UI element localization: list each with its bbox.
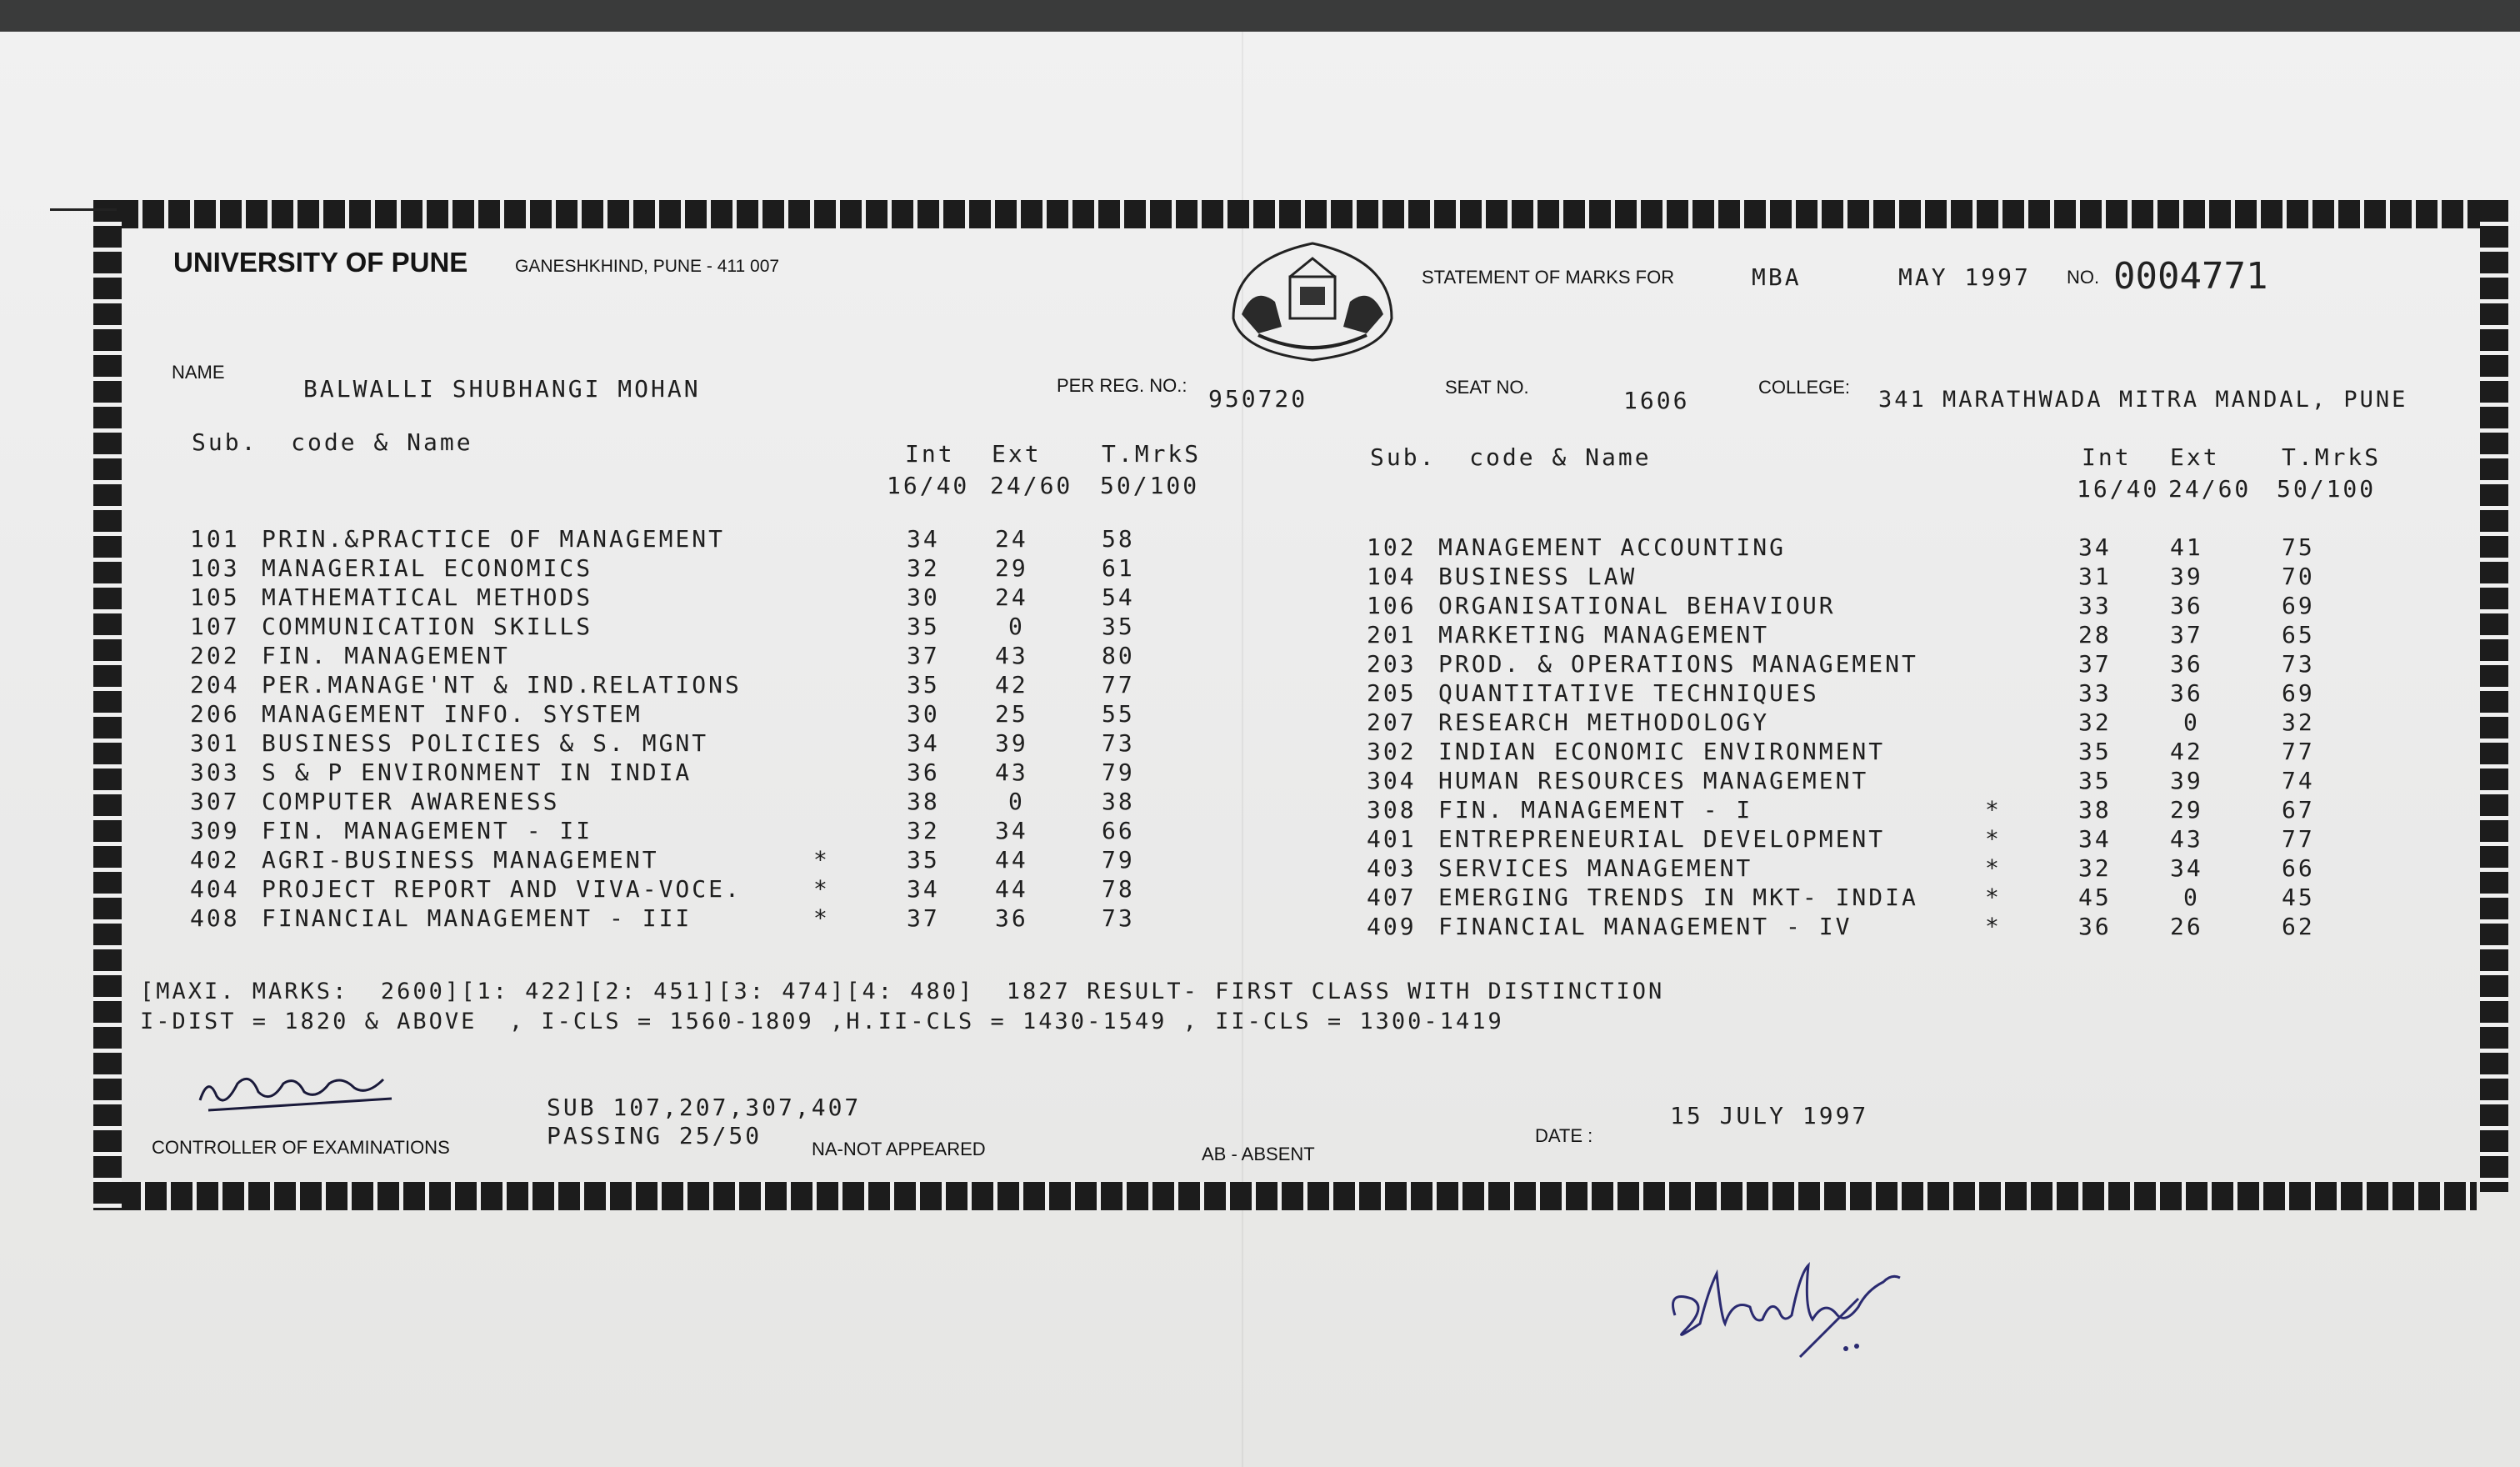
table-row — [0, 767, 2315, 797]
ext-marks: 26 — [2170, 913, 2203, 940]
subject-name: MARKETING MANAGEMENT — [1438, 621, 1770, 648]
subject-name: RESEARCH METHODOLOGY — [1438, 708, 1770, 736]
subject-code: 409 — [1367, 913, 1417, 940]
int-marks: 36 — [2078, 913, 2112, 940]
table-row — [0, 913, 2315, 943]
elective-star: * — [813, 904, 830, 932]
total-marks: 61 — [1102, 554, 1135, 582]
margin-mark — [50, 208, 117, 211]
total-marks: 58 — [1102, 525, 1135, 553]
total-marks: 38 — [1102, 788, 1135, 815]
int-marks: 32 — [2078, 854, 2112, 882]
int-marks: 34 — [2078, 825, 2112, 853]
table-row — [0, 854, 2315, 884]
total-marks: 65 — [2282, 621, 2315, 648]
elective-star: * — [813, 875, 830, 903]
ext-marks: 34 — [995, 817, 1028, 844]
elective-star: * — [1985, 913, 2002, 940]
subject-name: FIN. MANAGEMENT - II — [262, 817, 593, 844]
seat-no-label: SEAT NO. — [1445, 377, 1529, 398]
table-row — [0, 679, 2315, 709]
subject-code: 105 — [190, 583, 240, 611]
int-marks: 35 — [907, 846, 940, 874]
elective-star: * — [1985, 825, 2002, 853]
subject-code: 408 — [190, 904, 240, 932]
int-marks: 30 — [907, 700, 940, 728]
right-tot-header: T.MrkS — [2282, 443, 2382, 471]
table-row — [0, 533, 2315, 563]
subject-code: 304 — [1367, 767, 1417, 794]
subject-name: HUMAN RESOURCES MANAGEMENT — [1438, 767, 1869, 794]
ext-marks: 0 — [2183, 708, 2200, 736]
table-row — [0, 884, 2315, 914]
int-marks: 35 — [907, 613, 940, 640]
subject-name: PROD. & OPERATIONS MANAGEMENT — [1438, 650, 1918, 678]
subject-code: 103 — [190, 554, 240, 582]
int-marks: 38 — [907, 788, 940, 815]
subject-code: 102 — [1367, 533, 1417, 561]
int-marks: 33 — [2078, 592, 2112, 619]
table-row — [0, 592, 2315, 622]
subject-name: ENTREPRENEURIAL DEVELOPMENT — [1438, 825, 1886, 853]
int-marks: 34 — [2078, 533, 2112, 561]
subject-name: BUSINESS POLICIES & S. MGNT — [262, 729, 709, 757]
border-right — [2480, 200, 2508, 1192]
total-marks: 79 — [1102, 759, 1135, 786]
total-marks: 55 — [1102, 700, 1135, 728]
ext-marks: 36 — [2170, 679, 2203, 707]
total-marks: 67 — [2282, 796, 2315, 824]
border-top — [117, 200, 2508, 228]
subject-code: 204 — [190, 671, 240, 698]
subject-name: FINANCIAL MANAGEMENT - IV — [1438, 913, 1852, 940]
table-row — [0, 796, 2315, 826]
left-int-header: Int — [905, 440, 955, 468]
ext-marks: 36 — [995, 904, 1028, 932]
ext-marks: 41 — [2170, 533, 2203, 561]
subject-name: QUANTITATIVE TECHNIQUES — [1438, 679, 1819, 707]
subject-name: MANAGEMENT INFO. SYSTEM — [262, 700, 642, 728]
int-marks: 37 — [907, 642, 940, 669]
total-marks: 32 — [2282, 708, 2315, 736]
ext-marks: 43 — [995, 642, 1028, 669]
subject-code: 309 — [190, 817, 240, 844]
total-marks: 35 — [1102, 613, 1135, 640]
exam-session: MAY 1997 — [1898, 263, 2031, 291]
subject-code: 407 — [1367, 884, 1417, 911]
int-marks: 28 — [2078, 621, 2112, 648]
int-marks: 35 — [907, 671, 940, 698]
elective-star: * — [813, 846, 830, 874]
ext-marks: 42 — [2170, 738, 2203, 765]
university-name: UNIVERSITY OF PUNE — [173, 247, 468, 278]
total-marks: 74 — [2282, 767, 2315, 794]
subject-name: PRIN.&PRACTICE OF MANAGEMENT — [262, 525, 726, 553]
subject-code: 302 — [1367, 738, 1417, 765]
name-label: NAME — [172, 362, 225, 383]
subject-name: ORGANISATIONAL BEHAVIOUR — [1438, 592, 1836, 619]
right-ext-max: 24/60 — [2168, 475, 2252, 503]
table-row — [0, 563, 2315, 593]
left-sub-header: Sub. code & Name — [192, 428, 473, 456]
college-name: 341 MARATHWADA MITRA MANDAL, PUNE — [1878, 387, 2408, 413]
int-marks: 32 — [907, 554, 940, 582]
serial-number: 0004771 — [2113, 255, 2268, 298]
na-legend: NA-NOT APPEARED — [812, 1139, 986, 1159]
total-marks: 75 — [2282, 533, 2315, 561]
ext-marks: 44 — [995, 875, 1028, 903]
ext-marks: 24 — [995, 525, 1028, 553]
total-marks: 79 — [1102, 846, 1135, 874]
ext-marks: 29 — [2170, 796, 2203, 824]
int-marks: 32 — [2078, 708, 2112, 736]
total-marks: 77 — [2282, 738, 2315, 765]
student-signature-icon — [1658, 1240, 1958, 1365]
subject-name: FINANCIAL MANAGEMENT - III — [262, 904, 692, 932]
ab-legend: AB - ABSENT — [1202, 1144, 1315, 1164]
subject-name: S & P ENVIRONMENT IN INDIA — [262, 759, 692, 786]
statement-label: STATEMENT OF MARKS FOR — [1422, 267, 1675, 288]
right-int-max: 16/40 — [2077, 475, 2160, 503]
subject-code: 401 — [1367, 825, 1417, 853]
total-marks: 73 — [1102, 729, 1135, 757]
ext-marks: 24 — [995, 583, 1028, 611]
subject-code: 202 — [190, 642, 240, 669]
subject-name: FIN. MANAGEMENT - I — [1438, 796, 1753, 824]
ext-marks: 25 — [995, 700, 1028, 728]
total-marks: 70 — [2282, 563, 2315, 590]
ext-marks: 37 — [2170, 621, 2203, 648]
total-marks: 77 — [1102, 671, 1135, 698]
int-marks: 30 — [907, 583, 940, 611]
reg-no-label: PER REG. NO.: — [1057, 375, 1188, 396]
subject-name: INDIAN ECONOMIC ENVIRONMENT — [1438, 738, 1886, 765]
subject-code: 303 — [190, 759, 240, 786]
left-tot-header: T.MrkS — [1102, 440, 1202, 468]
sub-note: SUB 107,207,307,407 — [547, 1094, 862, 1121]
ext-marks: 36 — [2170, 650, 2203, 678]
subject-code: 107 — [190, 613, 240, 640]
subject-name: MANAGERIAL ECONOMICS — [262, 554, 593, 582]
subject-name: COMPUTER AWARENESS — [262, 788, 560, 815]
subject-name: PROJECT REPORT AND VIVA-VOCE. — [262, 875, 742, 903]
total-marks: 73 — [2282, 650, 2315, 678]
subject-code: 106 — [1367, 592, 1417, 619]
ext-marks: 42 — [995, 671, 1028, 698]
int-marks: 37 — [907, 904, 940, 932]
total-marks: 78 — [1102, 875, 1135, 903]
left-ext-max: 24/60 — [990, 472, 1073, 499]
class-criteria: I-DIST = 1820 & ABOVE , I-CLS = 1560-1809 ,H.II-CLS = 1430-1549 , II-CLS = 1300-1419 — [140, 1009, 1504, 1034]
subject-name: AGRI-BUSINESS MANAGEMENT — [262, 846, 659, 874]
ext-marks: 43 — [2170, 825, 2203, 853]
date-label: DATE : — [1535, 1125, 1593, 1146]
elective-star: * — [1985, 796, 2002, 824]
ext-marks: 39 — [2170, 767, 2203, 794]
subject-code: 307 — [190, 788, 240, 815]
subject-name: FIN. MANAGEMENT — [262, 642, 510, 669]
left-int-max: 16/40 — [887, 472, 970, 499]
table-row — [0, 708, 2315, 739]
seat-no: 1606 — [1623, 387, 1690, 414]
subject-code: 205 — [1367, 679, 1417, 707]
ext-marks: 29 — [995, 554, 1028, 582]
ext-marks: 39 — [2170, 563, 2203, 590]
subject-name: EMERGING TRENDS IN MKT- INDIA — [1438, 884, 1918, 911]
int-marks: 37 — [2078, 650, 2112, 678]
right-int-header: Int — [2082, 443, 2132, 471]
reg-no: 950720 — [1208, 385, 1308, 413]
total-marks: 80 — [1102, 642, 1135, 669]
right-sub-header: Sub. code & Name — [1370, 443, 1652, 471]
int-marks: 32 — [907, 817, 940, 844]
subject-code: 207 — [1367, 708, 1417, 736]
elective-star: * — [1985, 854, 2002, 882]
subject-code: 301 — [190, 729, 240, 757]
left-tot-max: 50/100 — [1100, 472, 1200, 499]
ext-marks: 0 — [1008, 613, 1025, 640]
table-row — [0, 825, 2315, 855]
table-row — [0, 738, 2315, 768]
serial-no-label: NO. — [2067, 267, 2100, 288]
ext-marks: 0 — [1008, 788, 1025, 815]
subject-code: 201 — [1367, 621, 1417, 648]
total-marks: 77 — [2282, 825, 2315, 853]
int-marks: 34 — [907, 875, 940, 903]
border-bottom — [93, 1182, 2477, 1210]
subject-name: MANAGEMENT ACCOUNTING — [1438, 533, 1787, 561]
ext-marks: 39 — [995, 729, 1028, 757]
total-marks: 73 — [1102, 904, 1135, 932]
left-ext-header: Ext — [992, 440, 1042, 468]
int-marks: 31 — [2078, 563, 2112, 590]
total-marks: 69 — [2282, 592, 2315, 619]
subject-name: PER.MANAGE'NT & IND.RELATIONS — [262, 671, 742, 698]
subject-name: COMMUNICATION SKILLS — [262, 613, 593, 640]
subject-name: BUSINESS LAW — [1438, 563, 1638, 590]
table-row — [0, 650, 2315, 680]
int-marks: 38 — [2078, 796, 2112, 824]
university-address: GANESHKHIND, PUNE - 411 007 — [515, 257, 780, 276]
ext-marks: 0 — [2183, 884, 2200, 911]
ext-marks: 34 — [2170, 854, 2203, 882]
table-row — [0, 621, 2315, 651]
right-tot-max: 50/100 — [2277, 475, 2377, 503]
int-marks: 35 — [2078, 738, 2112, 765]
int-marks: 35 — [2078, 767, 2112, 794]
ext-marks: 44 — [995, 846, 1028, 874]
controller-signature-icon — [192, 1059, 425, 1125]
subject-code: 404 — [190, 875, 240, 903]
passing-note: PASSING 25/50 — [547, 1122, 762, 1149]
subject-code: 101 — [190, 525, 240, 553]
student-name: BALWALLI SHUBHANGI MOHAN — [303, 375, 701, 403]
elective-star: * — [1985, 884, 2002, 911]
course-name: MBA — [1752, 263, 1802, 291]
subject-code: 308 — [1367, 796, 1417, 824]
right-ext-header: Ext — [2170, 443, 2220, 471]
subject-code: 206 — [190, 700, 240, 728]
ext-marks: 36 — [2170, 592, 2203, 619]
total-marks: 66 — [1102, 817, 1135, 844]
ext-marks: 43 — [995, 759, 1028, 786]
total-marks: 54 — [1102, 583, 1135, 611]
total-marks: 66 — [2282, 854, 2315, 882]
total-marks: 69 — [2282, 679, 2315, 707]
issue-date: 15 JULY 1997 — [1670, 1102, 1869, 1129]
int-marks: 34 — [907, 729, 940, 757]
subject-name: SERVICES MANAGEMENT — [1438, 854, 1753, 882]
college-label: COLLEGE: — [1758, 377, 1851, 398]
subject-code: 203 — [1367, 650, 1417, 678]
int-marks: 33 — [2078, 679, 2112, 707]
int-marks: 45 — [2078, 884, 2112, 911]
result-summary: [MAXI. MARKS: 2600][1: 422][2: 451][3: 474][4: 480] 1827 RESULT- FIRST CLASS WITH DISTINCTION — [140, 979, 1665, 1004]
total-marks: 62 — [2282, 913, 2315, 940]
int-marks: 36 — [907, 759, 940, 786]
total-marks: 45 — [2282, 884, 2315, 911]
int-marks: 34 — [907, 525, 940, 553]
controller-label: CONTROLLER OF EXAMINATIONS — [152, 1137, 450, 1158]
subject-name: MATHEMATICAL METHODS — [262, 583, 593, 611]
subject-code: 104 — [1367, 563, 1417, 590]
university-seal-icon — [1217, 235, 1408, 368]
subject-code: 403 — [1367, 854, 1417, 882]
subject-code: 402 — [190, 846, 240, 874]
